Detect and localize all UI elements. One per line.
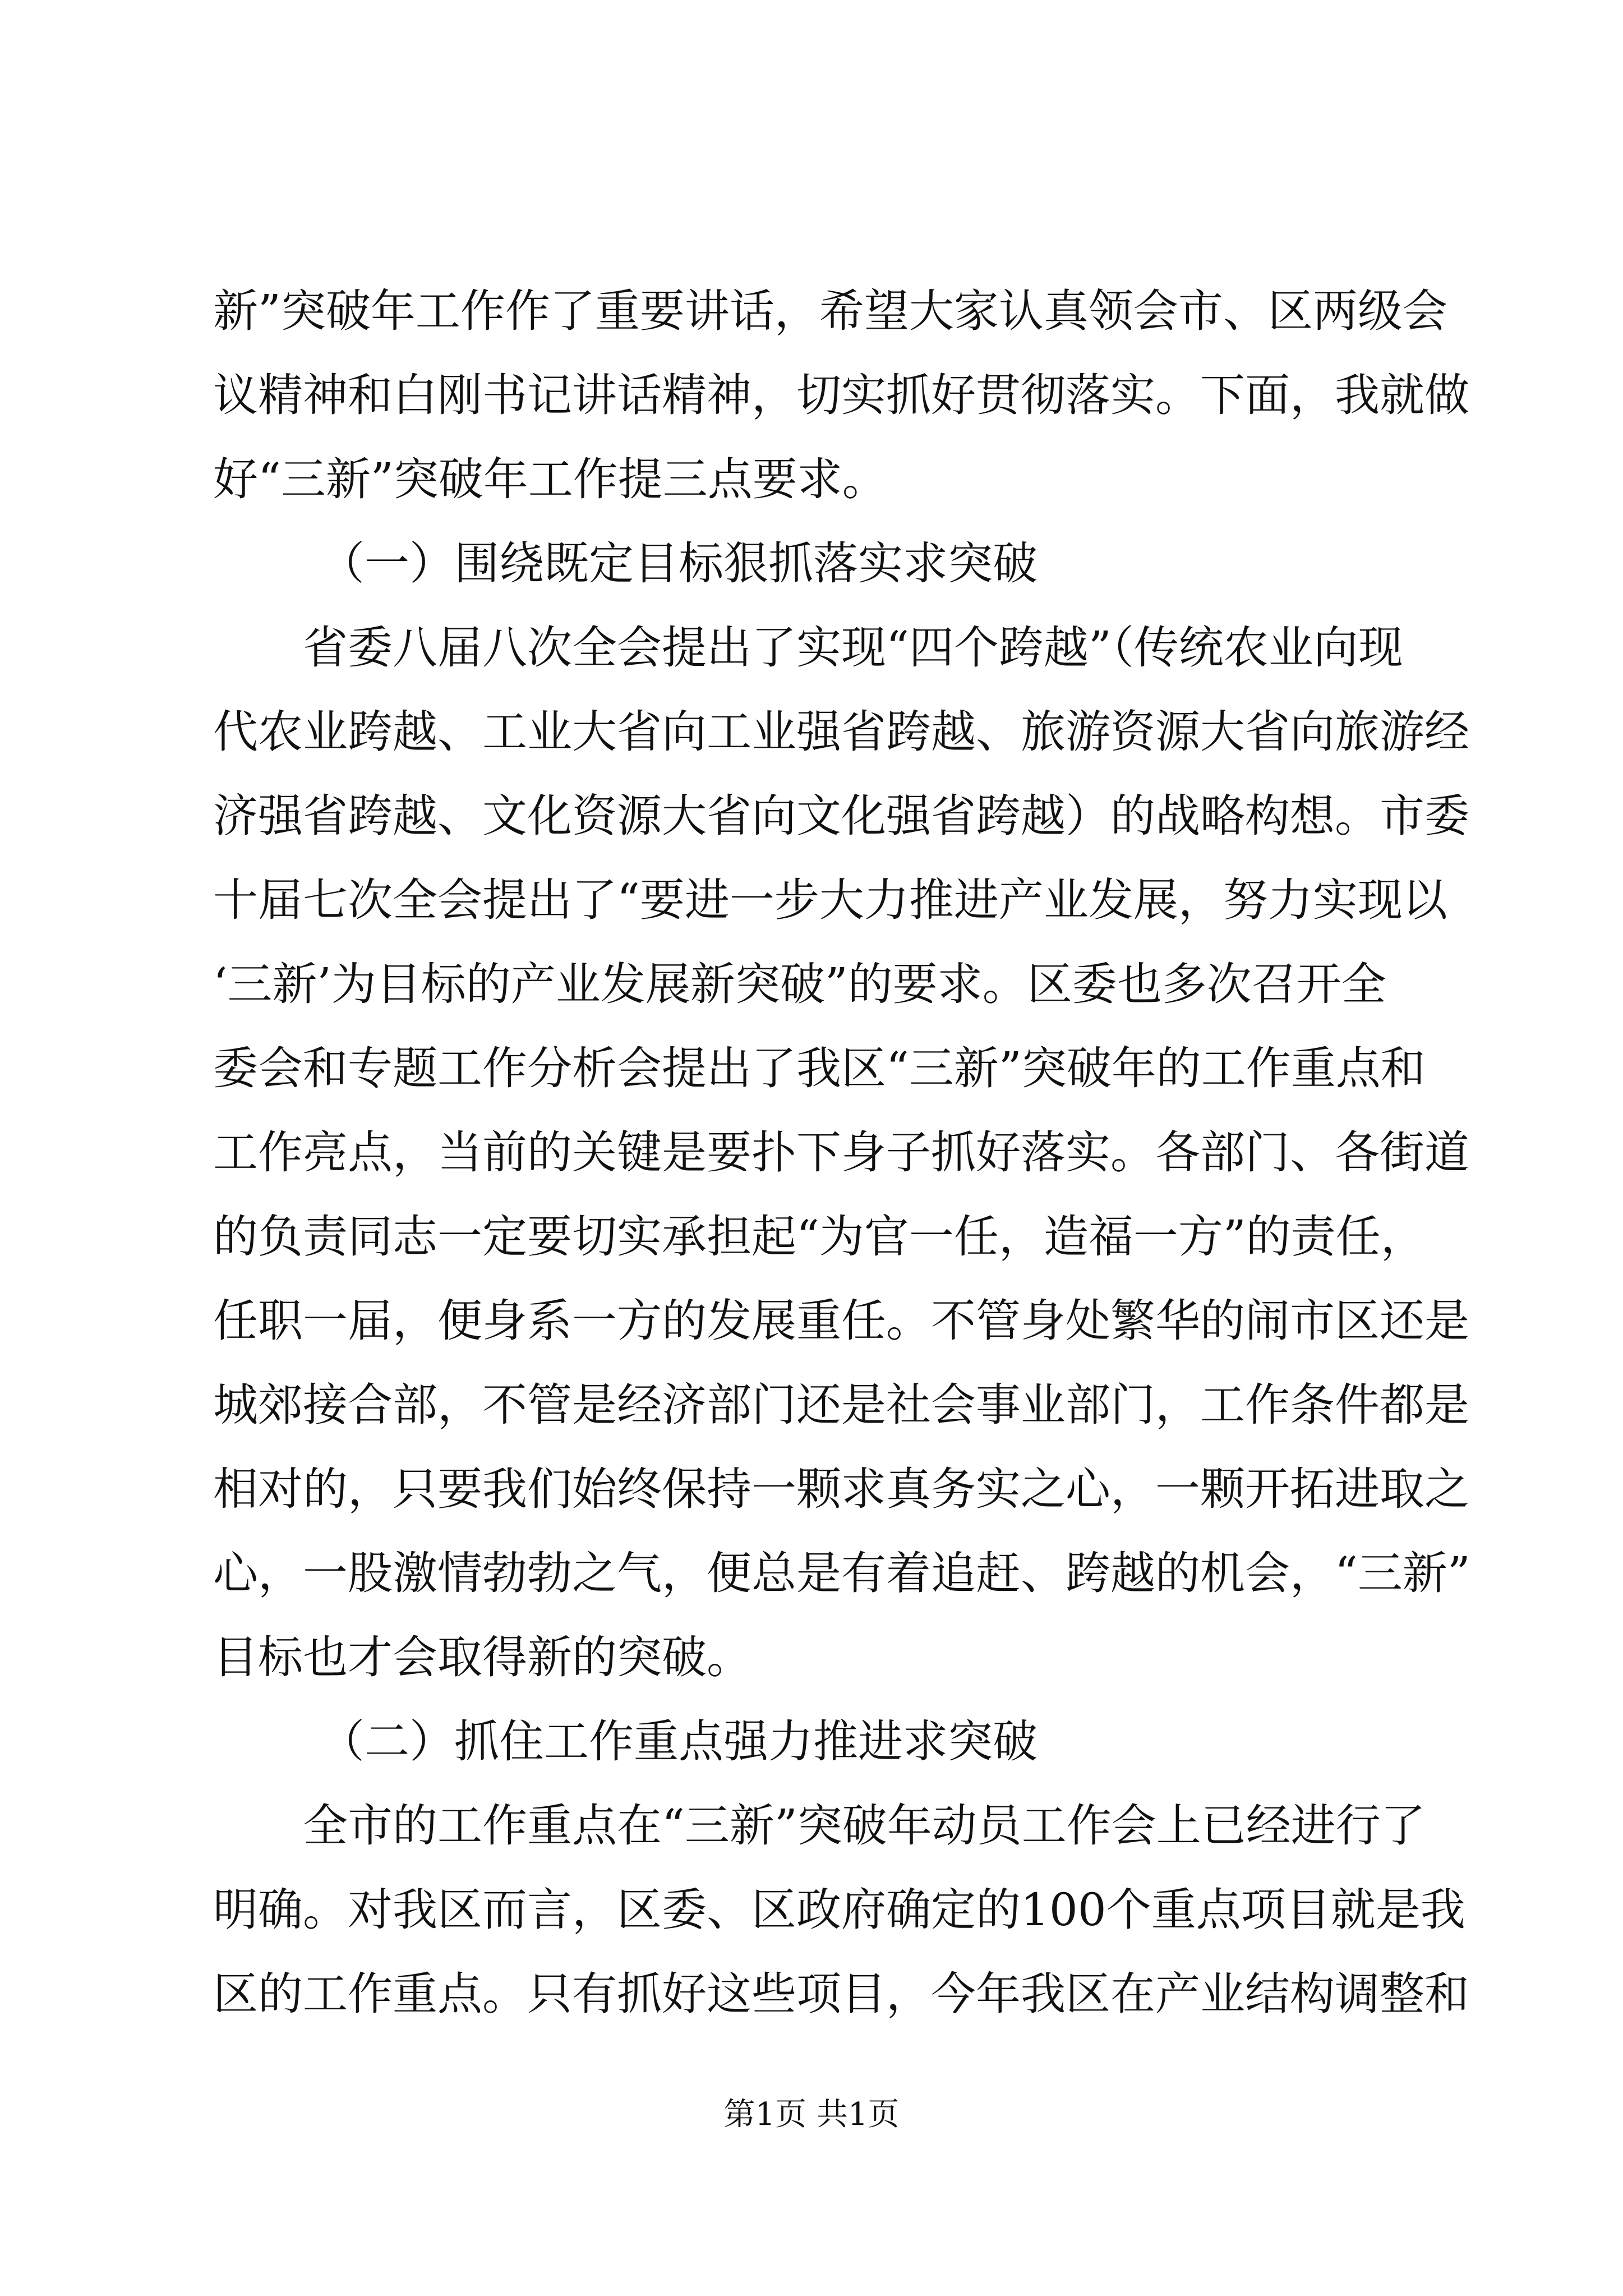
body-line: 区的工作重点。只有抓好这些项目，今年我区在产业结构调整和	[213, 1968, 1469, 2020]
body-line: 任职一届，便身系一方的发展重任。不管身处繁华的闹市区还是	[213, 1295, 1469, 1347]
body-line: 委会和专题工作分析会提出了我区“三新”突破年的工作重点和	[213, 1042, 1426, 1094]
body-line: 十届七次全会提出了“要进一步大力推进产业发展，努力实现以	[213, 874, 1447, 926]
body-line: 省委八届八次全会提出了实现“四个跨越”（传统农业向现	[303, 622, 1403, 674]
section-heading: （一）围绕既定目标狠抓落实求突破	[320, 537, 1038, 590]
section-heading: （二）抓住工作重点强力推进求突破	[320, 1715, 1038, 1768]
body-line: 议精神和白刚书记讲话精神，切实抓好贯彻落实。下面，我就做	[213, 369, 1469, 421]
body-line: 代农业跨越、工业大省向工业强省跨越、旅游资源大省向旅游经	[213, 706, 1469, 758]
body-line: 的负责同志一定要切实承担起“为官一任，造福一方”的责任，	[213, 1211, 1426, 1263]
body-line: 城郊接合部，不管是经济部门还是社会事业部门，工作条件都是	[213, 1379, 1469, 1431]
body-line: 全市的工作重点在“三新”突破年动员工作会上已经进行了	[303, 1800, 1426, 1852]
body-line: 目标也才会取得新的突破。	[213, 1631, 751, 1683]
body-line: 新”突破年工作作了重要讲话，希望大家认真领会市、区两级会	[213, 285, 1447, 337]
body-line: 明确。对我区而言，区委、区政府确定的100个重点项目就是我	[213, 1884, 1465, 1936]
page-footer: 第1页 共1页	[723, 2096, 900, 2133]
body-line: 好“三新”突破年工作提三点要求。	[213, 453, 887, 505]
body-line: 心，一股激情勃勃之气，便总是有着追赶、跨越的机会，“三新”	[213, 1547, 1470, 1599]
body-line: 相对的，只要我们始终保持一颗求真务实之心，一颗开拓进取之	[213, 1463, 1469, 1515]
body-line: 工作亮点，当前的关键是要扑下身子抓好落实。各部门、各街道	[213, 1126, 1469, 1179]
body-line: ‘三新’为目标的产业发展新突破”的要求。区委也多次召开全	[213, 958, 1386, 1010]
body-line: 济强省跨越、文化资源大省向文化强省跨越）的战略构想。市委	[213, 790, 1469, 842]
